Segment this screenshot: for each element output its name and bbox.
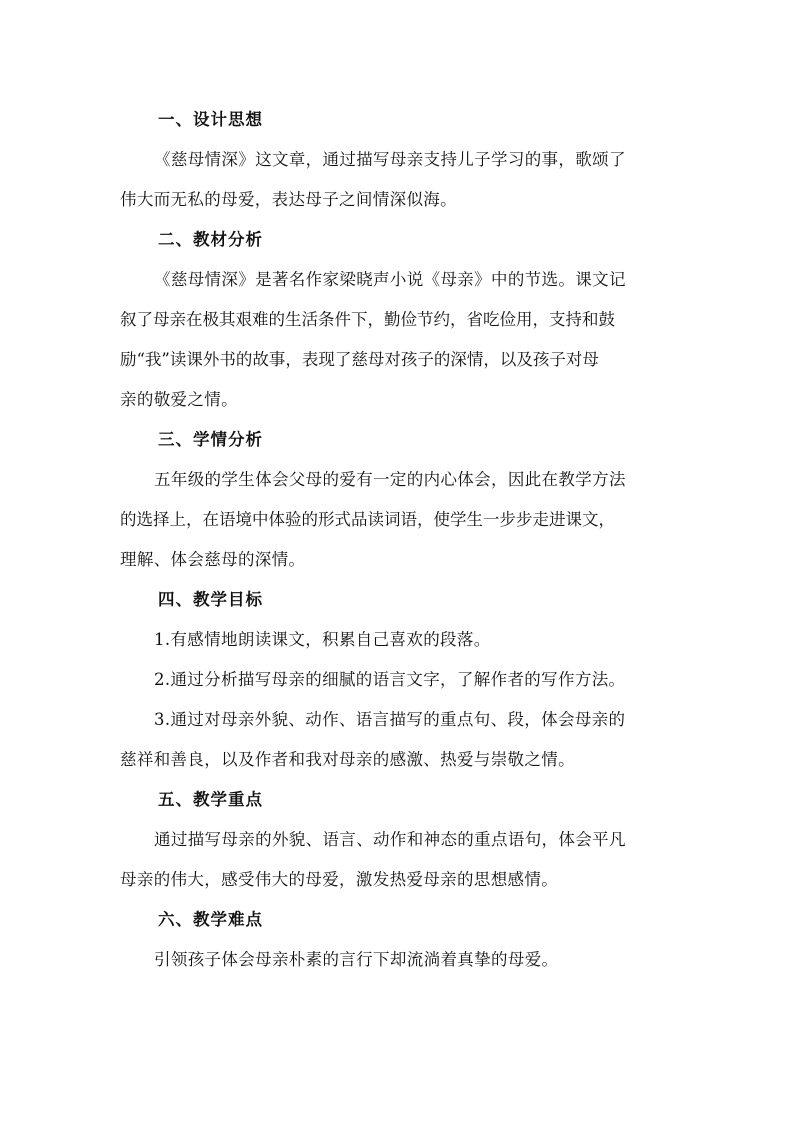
section-heading-teaching-focus: 五、教学重点 [158,790,263,809]
goal-item-continuation: 慈祥和善良，以及作者和我对母亲的感激、热爱与崇敬之情。 [120,750,575,769]
section-heading-design-idea: 一、设计思想 [158,110,263,129]
section-heading-teaching-difficulty: 六、教学难点 [158,910,263,929]
paragraph-line: 伟大而无私的母爱，表达母子之间情深似海。 [120,190,457,209]
section-heading-teaching-goals: 四、教学目标 [158,590,263,609]
section-heading-student-analysis: 三、学情分析 [158,430,263,449]
paragraph-line: 亲的敬爱之情。 [120,390,238,409]
paragraph-line: 《慈母情深》这文章，通过描写母亲支持儿子学习的事，歌颂了 [154,150,626,169]
paragraph-line: 引领孩子体会母亲朴素的言行下却流淌着真挚的母爱。 [154,950,559,969]
goal-item: 2.通过分析描写母亲的细腻的语言文字，了解作者的写作方法。 [154,670,626,689]
paragraph-line: 《慈母情深》是著名作家梁晓声小说《母亲》中的节选。课文记 [154,270,626,289]
goal-item: 3.通过对母亲外貌、动作、语言描写的重点句、段，体会母亲的 [154,710,626,729]
paragraph-line: 励“我”读课外书的故事，表现了慈母对孩子的深情，以及孩子对母 [120,350,599,369]
paragraph-line: 五年级的学生体会父母的爱有一定的内心体会，因此在教学方法 [154,470,626,489]
paragraph-line: 理解、体会慈母的深情。 [120,550,306,569]
document-body [120,100,680,980]
paragraph-line: 的选择上，在语境中体验的形式品读词语，使学生一步步走进课文， [120,510,615,529]
paragraph-line: 通过描写母亲的外貌、语言、动作和神态的重点语句，体会平凡 [154,830,626,849]
paragraph-line: 母亲的伟大，感受伟大的母爱，激发热爱母亲的思想感情。 [120,870,559,889]
section-heading-material-analysis: 二、教材分析 [158,230,263,249]
paragraph-line: 叙了母亲在极其艰难的生活条件下，勤俭节约，省吃俭用，支持和鼓 [120,310,615,329]
goal-item: 1.有感情地朗读课文，积累自己喜欢的段落。 [154,630,491,649]
